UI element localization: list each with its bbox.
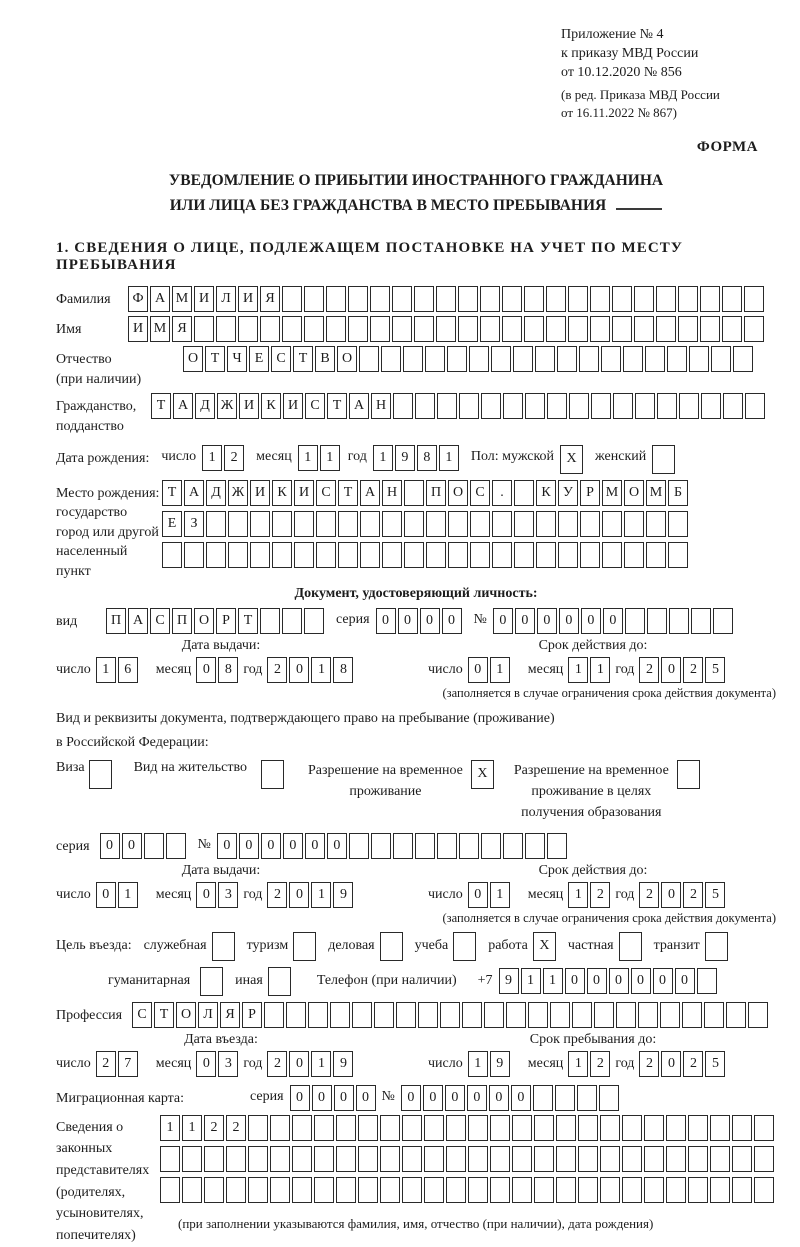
phone-label: Телефон (при наличии): [316, 973, 457, 989]
year-label: год: [615, 661, 635, 677]
doc-valid-year-input[interactable]: 2 0 2 5: [639, 657, 725, 683]
series-label: серия: [336, 611, 370, 627]
title-blank-underline: [616, 208, 662, 210]
birth-date-label: Дата рождения:: [56, 450, 150, 466]
year-label: год: [243, 661, 263, 677]
representatives-footnote: (при заполнении указываются фамилия, имя, отчество (при наличии), дата рождения): [178, 1215, 654, 1231]
day-label: число: [428, 661, 463, 677]
citizenship-input[interactable]: Т А Д Ж И К И С Т А Н: [151, 393, 765, 419]
birth-place-line3-input[interactable]: [162, 542, 688, 568]
purpose-ucheba-checkbox[interactable]: [453, 932, 476, 961]
day-label: число: [56, 661, 91, 677]
sex-male-checkbox[interactable]: X: [560, 445, 583, 474]
purpose-turizm-checkbox[interactable]: [293, 932, 316, 961]
residence-valid-year-input[interactable]: 2 0 2 5: [639, 882, 725, 908]
stay-until-heading: Срок пребывания до:: [529, 1031, 657, 1047]
purpose-gumanitarnaya-checkbox[interactable]: [200, 967, 223, 996]
profession-row: [56, 1002, 776, 1028]
ref-line: от 10.12.2020 № 856: [561, 64, 682, 80]
month-label: месяц: [155, 1055, 192, 1071]
representatives-line3-input[interactable]: [160, 1177, 774, 1203]
order-reference-block: [561, 26, 776, 121]
entry-dates: [56, 1032, 776, 1077]
residence-issue-day-input[interactable]: 0 1: [96, 882, 138, 908]
month-label: месяц: [155, 886, 192, 902]
purpose-label: Цель въезда:: [56, 938, 132, 954]
residence-valid-month-input[interactable]: 1 2: [568, 882, 610, 908]
day-label: число: [428, 1055, 463, 1071]
purpose-gumanitarnaya-label: гуманитарная: [108, 973, 191, 989]
patronymic-label: Отчество (при наличии): [56, 352, 142, 387]
doc-issue-month-input[interactable]: 0 8: [196, 657, 238, 683]
restriction-note: (заполняется в случае ограничения срока действия документа): [442, 910, 776, 925]
birth-month-input[interactable]: 1 1: [298, 445, 340, 471]
purpose-ucheba-label: учеба: [414, 938, 449, 954]
purpose-sluzhebnaya-checkbox[interactable]: [212, 932, 235, 961]
sex-female-label: женский: [595, 448, 647, 464]
purpose-rabota-label: работа: [488, 938, 528, 954]
month-label: месяц: [256, 448, 292, 464]
doc-valid-day-input[interactable]: 0 1: [468, 657, 510, 683]
section1-heading: 1. СВЕДЕНИЯ О ЛИЦЕ, ПОДЛЕЖАЩЕМ ПОСТАНОВКЕ НА УЧЕТ ПО МЕСТУ ПРЕБЫВАНИЯ: [56, 240, 683, 274]
residence-doc-options: [56, 760, 776, 823]
option-residence-permit: Вид на жительство: [134, 760, 284, 789]
purpose-delovaya-label: деловая: [328, 938, 375, 954]
migration-card-row: [56, 1085, 776, 1111]
birth-place-line2-input[interactable]: Е З: [162, 511, 688, 537]
sex-female-checkbox[interactable]: [652, 445, 675, 474]
year-label: год: [243, 886, 263, 902]
number-label: №: [197, 836, 211, 852]
restriction-note: (заполняется в случае ограничения срока действия документа): [442, 685, 776, 700]
doc-valid-month-input[interactable]: 1 1: [568, 657, 610, 683]
entry-date-heading: Дата въезда:: [184, 1031, 258, 1047]
phone-prefix: +7: [477, 973, 493, 989]
month-label: месяц: [527, 661, 564, 677]
number-label: №: [381, 1088, 395, 1104]
purpose-chastnaya-label: частная: [567, 938, 614, 954]
representatives-line2-input[interactable]: [160, 1146, 774, 1172]
purpose-tranzit-checkbox[interactable]: [705, 932, 728, 961]
given-name-label: Имя: [56, 322, 82, 338]
purpose-turizm-label: туризм: [246, 938, 289, 954]
issue-date-heading: Дата выдачи:: [181, 637, 261, 653]
stay-year-input[interactable]: 2 0 2 5: [639, 1051, 725, 1077]
option-temp-residence: Разрешение на временное проживание X: [308, 760, 494, 802]
ref-line: к приказу МВД России: [561, 45, 699, 61]
residence-doc-intro: Вид и реквизиты документа, подтверждающего право на пребывание (проживание) в Российской Федерации:: [56, 710, 555, 751]
citizenship-label: Гражданство, подданство: [56, 399, 137, 435]
birth-place-row: [56, 480, 776, 582]
citizenship-row: [56, 393, 776, 436]
day-label: число: [428, 886, 463, 902]
patronymic-input[interactable]: О Т Ч Е С Т В О: [183, 346, 753, 372]
option-visa: Виза: [56, 760, 112, 789]
month-label: месяц: [527, 1055, 564, 1071]
identity-doc-heading: Документ, удостоверяющий личность:: [294, 585, 538, 601]
entry-year-input[interactable]: 2 0 1 9: [267, 1051, 353, 1077]
profession-label: Профессия: [56, 1007, 123, 1023]
ref-amendment-line: от 16.11.2022 № 867): [561, 104, 678, 120]
valid-until-heading: Срок действия до:: [538, 862, 648, 878]
residence-issue-month-input[interactable]: 0 3: [196, 882, 238, 908]
month-label: месяц: [527, 886, 564, 902]
representatives-block: [56, 1115, 776, 1247]
purpose-rabota-checkbox[interactable]: X: [533, 932, 556, 961]
year-label: год: [347, 448, 367, 464]
surname-label: Фамилия: [56, 292, 111, 308]
series-label: серия: [56, 838, 90, 854]
day-label: число: [56, 1055, 91, 1071]
migration-series-input[interactable]: 0 0 0 0: [290, 1085, 376, 1111]
purpose-tranzit-label: транзит: [653, 938, 700, 954]
residence-series-input[interactable]: 0 0: [100, 833, 186, 859]
temp-residence-checkbox[interactable]: X: [471, 760, 494, 789]
purpose-row: [56, 932, 776, 961]
patronymic-row: [56, 346, 776, 389]
birth-year-input[interactable]: 1 9 8 1: [373, 445, 459, 471]
series-label: серия: [250, 1088, 284, 1104]
purpose-chastnaya-checkbox[interactable]: [619, 932, 642, 961]
purpose-sluzhebnaya-label: служебная: [143, 938, 207, 954]
doc-issue-day-input[interactable]: 1 6: [96, 657, 138, 683]
form-title-line2: ИЛИ ЛИЦА БЕЗ ГРАЖДАНСТВА В МЕСТО ПРЕБЫВАНИЯ: [56, 193, 776, 218]
residence-number-input[interactable]: 0 0 0 0 0 0: [217, 833, 567, 859]
doc-kind-input[interactable]: П А С П О Р Т: [106, 608, 324, 634]
stay-month-input[interactable]: 1 2: [568, 1051, 610, 1077]
representatives-line1-input[interactable]: 1 1 2 2: [160, 1115, 774, 1141]
year-label: год: [615, 1055, 635, 1071]
day-label: число: [56, 886, 91, 902]
form-title-line1: УВЕДОМЛЕНИЕ О ПРИБЫТИИ ИНОСТРАННОГО ГРАЖДАНИНА: [168, 172, 664, 190]
residence-issue-year-input[interactable]: 2 0 1 9: [267, 882, 353, 908]
issue-date-heading: Дата выдачи:: [181, 862, 261, 878]
day-label: число: [161, 448, 197, 464]
birth-day-input[interactable]: 1 2: [202, 445, 244, 471]
purpose-inaya-checkbox[interactable]: [268, 967, 291, 996]
month-label: месяц: [155, 661, 192, 677]
doc-kind-label: вид: [56, 613, 78, 629]
entry-day-input[interactable]: 2 7: [96, 1051, 138, 1077]
birth-date-row: [56, 445, 776, 474]
year-label: год: [615, 886, 635, 902]
residence-doc-dates: [56, 863, 776, 908]
phone-input[interactable]: 9 1 1 0 0 0 0 0 0: [499, 968, 717, 994]
doc-number-input[interactable]: 0 0 0 0 0 0: [493, 608, 733, 634]
residence-permit-checkbox[interactable]: [261, 760, 284, 789]
migration-card-label: Миграционная карта:: [56, 1090, 185, 1106]
residence-valid-day-input[interactable]: 0 1: [468, 882, 510, 908]
form-title: [56, 168, 776, 218]
form-label: ФОРМА: [696, 139, 758, 156]
representatives-label: Сведения о законных представителях (родителях, усыновителях, попечителях): [56, 1119, 150, 1244]
given-name-input[interactable]: И М Я: [128, 316, 764, 342]
birth-place-line1-input[interactable]: Т А Д Ж И К И С Т А Н П О С . К У Р М О М Б: [162, 480, 688, 506]
doc-series-input[interactable]: 0 0 0 0: [376, 608, 462, 634]
profession-input[interactable]: С Т О Л Я Р: [132, 1002, 768, 1028]
given-name-row: [56, 316, 776, 342]
identity-doc-row: [56, 608, 776, 634]
year-label: год: [243, 1055, 263, 1071]
identity-doc-dates: [56, 638, 776, 683]
stay-day-input[interactable]: 1 9: [468, 1051, 510, 1077]
sex-label: Пол: мужской: [470, 448, 555, 464]
valid-until-heading: Срок действия до:: [538, 637, 648, 653]
surname-input[interactable]: Ф А М И Л И Я: [128, 286, 764, 312]
birth-place-label: Место рождения: государство город или другой населенный пункт: [56, 485, 160, 580]
purpose-delovaya-checkbox[interactable]: [380, 932, 403, 961]
surname-row: [56, 286, 776, 312]
visa-checkbox[interactable]: [89, 760, 112, 789]
entry-month-input[interactable]: 0 3: [196, 1051, 238, 1077]
residence-doc-series-row: [56, 833, 776, 859]
option-temp-residence-education: Разрешение на временное проживание в целях получения образования: [514, 760, 700, 823]
doc-issue-year-input[interactable]: 2 0 1 8: [267, 657, 353, 683]
ref-amendment-line: (в ред. Приказа МВД России: [561, 87, 720, 103]
ref-line: Приложение № 4: [561, 27, 664, 42]
purpose-row2: [108, 967, 776, 996]
migration-number-input[interactable]: 0 0 0 0 0 0: [401, 1085, 619, 1111]
purpose-inaya-label: иная: [235, 973, 263, 989]
temp-residence-education-checkbox[interactable]: [677, 760, 700, 789]
number-label: №: [473, 611, 487, 627]
